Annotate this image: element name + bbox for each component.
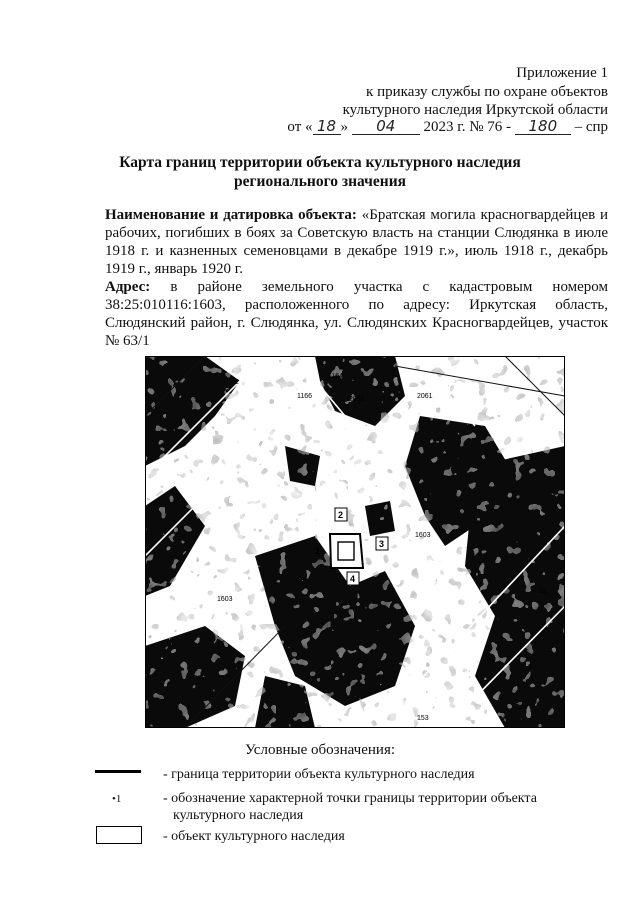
point-symbol <box>112 792 121 806</box>
legend-item-object: - объект культурного наследия <box>163 829 345 844</box>
heritage-boundary <box>330 534 363 568</box>
date-quote: » <box>340 119 349 135</box>
document-title-line1: Карта границ территории объекта культурного наследия <box>119 154 521 171</box>
boundary-point-label: 4 <box>350 574 356 584</box>
legend-item-point <box>163 790 537 824</box>
heritage-object-symbol <box>96 826 142 844</box>
parcel-label: 1166 <box>297 393 313 400</box>
boundary-point-label: 3 <box>379 539 385 549</box>
date-middle: 2023 г. № 76 - <box>423 119 512 135</box>
object-name-paragraph <box>105 206 608 278</box>
legend-item-point-line2: культурного наследия <box>173 808 304 823</box>
parcel-label: 2061 <box>417 393 433 400</box>
point-dot-icon: • <box>112 793 116 805</box>
boundary-point-label: 2 <box>338 510 344 520</box>
document-title-line2: регионального значения <box>233 173 407 190</box>
boundary-line-symbol <box>95 770 141 773</box>
boundary-map <box>145 356 565 728</box>
parcel-label: 153 <box>417 715 429 722</box>
order-date-line <box>287 118 608 136</box>
parcel-label: 1164 <box>328 373 344 380</box>
address-text: в районе земельного участка с кадастровым номером 38:25:010116:1603, расположенного по адресу: Иркутская область, Слюдянский район, г. Слюдянка, ул. Слюдянских Красногвардейцев, участок № 63/1 <box>105 279 609 349</box>
object-name-text: «Братская могила красногвардейцев и рабочих, погибших в боях за Советскую власть на станции Слюдянка в июле 1918 г. и казненных семеновцами в декабре 1919 г.», июль 1918 г., декабрь 1919 г., январь 1920 г. <box>105 207 609 277</box>
service-name: культурного наследия Иркутской области <box>342 102 608 118</box>
address-paragraph <box>105 278 608 350</box>
order-suffix: – спр <box>574 119 608 135</box>
boundary-point-label: 1 <box>315 546 321 556</box>
order-number: 180 <box>515 118 571 135</box>
parcel-label: 2061 <box>349 396 365 403</box>
date-day: 18 <box>313 118 341 135</box>
legend-item-point-line1: - обозначение характерной точки границы территории объекта <box>163 791 537 806</box>
date-month: 04 <box>352 118 420 135</box>
point-symbol-label: 1 <box>115 793 122 805</box>
legend-title: Условные обозначения: <box>244 742 396 758</box>
parcel-label: 1603 <box>415 532 431 539</box>
parcel-label: 2 <box>235 379 239 386</box>
object-name-label: Наименование и датировка объекта: <box>105 207 357 223</box>
order-reference: к приказу службы по охране объектов <box>366 84 608 100</box>
parcel-label: 1603 <box>217 596 233 603</box>
date-prefix: от « <box>287 119 313 135</box>
address-label: Адрес: <box>105 279 151 295</box>
legend-item-boundary: - граница территории объекта культурного наследия <box>163 767 475 782</box>
parcel-label: 12 <box>539 588 547 595</box>
appendix-number: Приложение 1 <box>516 65 608 81</box>
